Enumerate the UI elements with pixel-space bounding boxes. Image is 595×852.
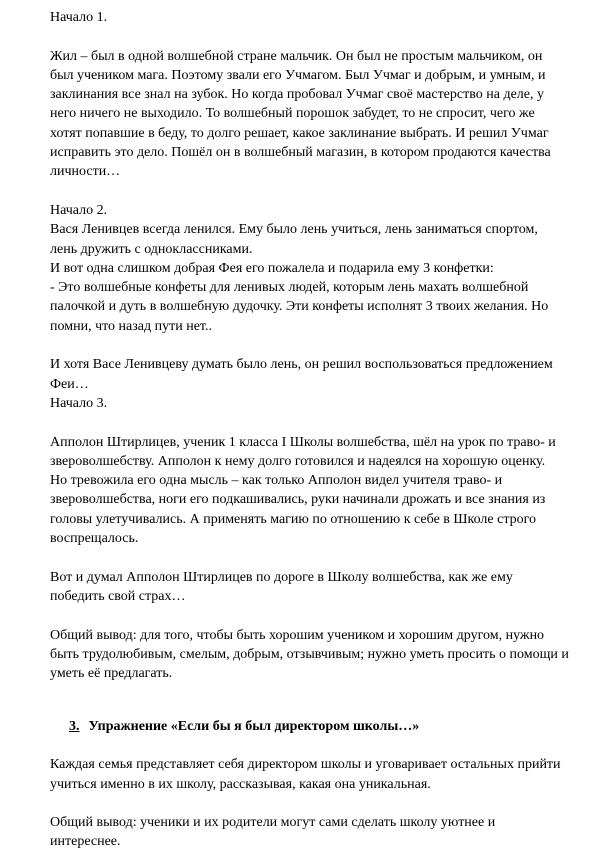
exercise3-paragraph	[50, 755, 562, 794]
paragraph-spacer	[50, 736, 562, 755]
paragraph-spacer	[50, 413, 562, 432]
text-line: Вот и думал Апполон Штирлицев по дороге в Школу волшебства, как же ему	[50, 569, 513, 585]
document-page	[50, 8, 569, 852]
beginning2-paragraph	[50, 220, 562, 336]
conclusion1-paragraph	[50, 626, 569, 684]
beginning2-paragraph-2	[50, 355, 562, 394]
paragraph-spacer	[50, 703, 562, 717]
paragraph-spacer	[50, 27, 562, 46]
beginning3-title: Начало 3.	[50, 395, 108, 411]
exercise3-title: Упражнение «Если бы я был директором школы…»	[88, 718, 420, 734]
text-line: палочкой и дуть в волшебную дудочку. Эти конфеты исполнят 3 твоих желания. Но	[50, 299, 549, 315]
text-line: учиться именно в их школу, рассказывая, какая она уникальная.	[50, 776, 431, 792]
paragraph-spacer	[50, 683, 562, 702]
exercise3-number: 3.	[69, 718, 80, 734]
exercise3-conclusion	[50, 813, 562, 852]
beginning1-title: Начало 1.	[50, 10, 108, 25]
text-line: лень дружить с одноклассниками.	[50, 241, 253, 257]
text-line: Жил – был в одной волшебной стране мальчик. Он был не простым мальчиком, он	[50, 48, 543, 64]
text-line: Общий вывод: ученики и их родители могут сами сделать школу уютнее и	[50, 815, 496, 831]
paragraph-spacer	[50, 182, 562, 201]
text-line: Феи…	[50, 376, 89, 392]
text-line: личности…	[50, 164, 121, 180]
text-line: Общий вывод: для того, чтобы быть хорошим учеником и хорошим другом, нужно	[50, 627, 545, 643]
text-line: звероволшебства, ноги его подкашивались, руки начинали дрожать и все знания из	[50, 492, 546, 508]
text-line: звероволшебству. Апполон к нему долго готовился и надеялся на хорошую оценку.	[50, 453, 546, 469]
beginning2-title: Начало 2.	[50, 202, 108, 218]
text-line: воспрещалось.	[50, 531, 139, 547]
text-line: был учеником мага. Поэтому звали его Учмагом. Был Учмаг и добрым, и умным, и	[50, 67, 546, 83]
text-line: помни, что назад пути нет..	[50, 318, 212, 334]
paragraph-spacer	[50, 606, 562, 625]
text-line: интереснее.	[50, 834, 121, 850]
beginning3-paragraph	[50, 433, 562, 549]
text-line: Апполон Штирлицев, ученик 1 класса I Школы волшебства, шёл на урок по траво- и	[50, 434, 556, 450]
text-line: головы улетучивались. А применять магию по отношению к себе в Школе строго	[50, 511, 537, 527]
paragraph-spacer	[50, 336, 562, 355]
text-line: - Это волшебные конфеты для ленивых людей, которым лень махать волшебной	[50, 280, 529, 296]
beginning3-paragraph-2	[50, 568, 562, 607]
text-line: уметь её предлагать.	[50, 666, 173, 682]
text-line: заклинания все знал на зубок. Но когда пробовал Учмаг своё мастерство на деле, у	[50, 87, 544, 103]
text-line: хотят попавшие в беду, то долго решает, какое заклинание выбрать. И решил Учмаг	[50, 125, 549, 141]
paragraph-spacer	[50, 794, 562, 813]
text-line: И вот одна слишком добрая Фея его пожалела и подарила ему 3 конфетки:	[50, 260, 494, 276]
text-line: него ничего не выходило. То волшебный порошок забудет, то не спросит, чего же	[50, 106, 535, 122]
text-line: Каждая семья представляет себя директором школы и уговаривает остальных прийти	[50, 757, 561, 773]
text-line: И хотя Васе Ленивцеву думать было лень, он решил воспользоваться предложением	[50, 357, 553, 373]
beginning1-paragraph	[50, 47, 562, 182]
text-line: Но тревожила его одна мысль – как только Апполон видел учителя траво- и	[50, 473, 503, 489]
text-line: Вася Ленивцев всегда ленился. Ему было лень учиться, лень заниматься спортом,	[50, 222, 538, 238]
text-line: победить свой страх…	[50, 588, 186, 604]
text-line: быть трудолюбивым, смелым, добрым, отзывчивым; нужно уметь просить о помощи и	[50, 646, 569, 662]
exercise3-heading	[50, 717, 562, 736]
paragraph-spacer	[50, 548, 562, 567]
text-line: исправить это дело. Пошёл он в волшебный магазин, в котором продаются качества	[50, 145, 551, 161]
